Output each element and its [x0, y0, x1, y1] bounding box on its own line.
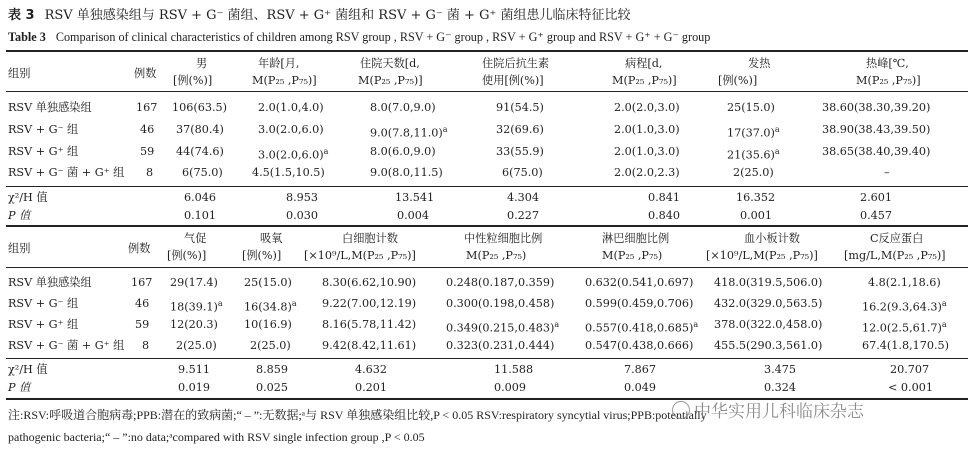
header-wbc: 白细胞计数 — [342, 232, 398, 245]
cell-crp-value: 16.2(9.3,64.3) — [862, 300, 942, 314]
cell-platelet: 418.0(319.5,506.0) — [714, 276, 823, 289]
header-peak-unit: M(P₂₅ ,P₇₅)] — [856, 74, 921, 87]
cell-oxygen: 25(15.0) — [244, 276, 292, 289]
cell-abx: 6(75.0) — [502, 166, 543, 179]
header-crp-unit: [mg/L,M(P₂₅ ,P₇₅)] — [844, 249, 946, 262]
cell-neutrophil: 0.300(0.198,0.458) — [446, 297, 555, 310]
stat-label: χ²/H 值 — [8, 363, 48, 376]
stat-course: 0.841 — [648, 191, 681, 204]
cell-shortness-of-breath: 2(25.0) — [176, 339, 217, 352]
watermark — [672, 397, 864, 422]
stat-peak: 2.601 — [860, 191, 893, 204]
cell-shortness-of-breath: 12(20.3) — [170, 318, 218, 331]
cell-wbc: 8.16(5.78,11.42) — [322, 318, 417, 331]
table-row — [0, 166, 974, 186]
cell-los — [370, 123, 448, 141]
cell-count: 8 — [142, 339, 150, 352]
cell-crp — [862, 318, 947, 336]
table1-top-rule — [6, 50, 968, 52]
table1-header — [0, 57, 974, 91]
table-label-zh: 表 3 — [8, 8, 35, 23]
cell-fever: 2(25.0) — [733, 166, 774, 179]
significance-mark: a — [941, 320, 947, 329]
cell-wbc: 9.42(8.42,11.61) — [322, 339, 417, 352]
header-oxygen: 吸氧 — [260, 232, 283, 245]
table-title-zh: RSV 单独感染组与 RSV + G⁻ 菌组、RSV + G⁺ 菌组和 RSV + G⁻ 菌 + G⁺ 菌组患儿临床特征比较 — [44, 8, 631, 23]
header-age: 年龄[月, — [258, 57, 300, 70]
cell-peak: 38.90(38.43,39.50) — [822, 123, 931, 136]
table2-stat-row — [0, 363, 974, 383]
cell-male: 44(74.6) — [176, 145, 224, 158]
cell-oxygen — [244, 297, 297, 315]
significance-mark: a — [442, 125, 448, 134]
header-lymphocyte-unit: M(P₂₅ ,P₇₅) — [602, 249, 663, 262]
header-shortness-of-breath-unit: [例(%)] — [167, 249, 207, 262]
cell-group: RSV 单独感染组 — [8, 101, 92, 114]
p-oxygen: 0.025 — [256, 381, 289, 394]
p-label: P 值 — [8, 381, 31, 394]
cell-fever: 25(15.0) — [727, 101, 775, 114]
cell-shortness-of-breath: 29(17.4) — [170, 276, 218, 289]
cell-oxygen: 10(16.9) — [244, 318, 292, 331]
significance-mark: a — [217, 299, 223, 308]
table-caption-en — [8, 30, 710, 45]
cell-wbc: 8.30(6.62,10.90) — [322, 276, 417, 289]
cell-los: 8.0(7.0,9.0) — [370, 101, 436, 114]
cell-group: RSV + G⁻ 组 — [8, 123, 79, 136]
header-count: 例数 — [134, 67, 157, 80]
cell-fever — [727, 123, 780, 141]
header-neutrophil: 中性粒细胞比例 — [464, 232, 543, 245]
p-male: 0.101 — [184, 209, 217, 222]
stat-los: 13.541 — [395, 191, 435, 204]
cell-course: 2.0(1.0,3.0) — [614, 123, 680, 136]
cell-abx: 32(69.6) — [496, 123, 544, 136]
header-neutrophil-unit: M(P₂₅ ,P₇₅) — [466, 249, 527, 262]
table1-p-row — [0, 209, 974, 229]
stat-abx: 4.304 — [507, 191, 540, 204]
cell-neutrophil: 0.323(0.231,0.444) — [446, 339, 555, 352]
cell-male: 6(75.0) — [182, 166, 223, 179]
cell-course: 2.0(1.0,3.0) — [614, 145, 680, 158]
cell-neutrophil-value: 0.349(0.215,0.483) — [446, 321, 555, 335]
cell-group: RSV + G⁻ 菌 + G⁺ 组 — [8, 166, 125, 179]
cell-crp — [862, 297, 947, 315]
cell-crp: 67.4(1.8,170.5) — [862, 339, 950, 352]
wechat-icon — [672, 401, 690, 419]
header-male: 男 — [196, 57, 208, 70]
cell-wbc: 9.22(7.00,12.19) — [322, 297, 417, 310]
cell-shortness-of-breath-value: 18(39.1) — [170, 300, 218, 314]
cell-platelet: 455.5(290.3,561.0) — [714, 339, 823, 352]
cell-peak: 38.60(38.30,39.20) — [822, 101, 931, 114]
header-los-unit: M(P₂₅ ,P₇₅)] — [358, 74, 423, 87]
cell-lymphocyte — [585, 318, 698, 336]
cell-count: 167 — [131, 276, 153, 289]
table-row — [0, 318, 974, 338]
header-course: 病程[d, — [625, 57, 663, 70]
significance-mark: a — [291, 299, 297, 308]
table-caption-zh — [8, 4, 630, 23]
cell-neutrophil: 0.248(0.187,0.359) — [446, 276, 555, 289]
footnote-en: pathogenic bacteria;“ – ”:no data;ᵃcompared with RSV single infection group ,P < 0.05 — [8, 430, 425, 444]
cell-count: 8 — [146, 166, 154, 179]
significance-mark: a — [323, 147, 329, 156]
cell-group: RSV + G⁺ 组 — [8, 145, 79, 158]
header-los: 住院天数[d, — [360, 57, 420, 70]
cell-lymphocyte: 0.599(0.459,0.706) — [585, 297, 694, 310]
p-age: 0.030 — [286, 209, 319, 222]
cell-male: 106(63.5) — [172, 101, 227, 114]
cell-abx: 91(54.5) — [496, 101, 544, 114]
table-row — [0, 297, 974, 317]
p-label: P 值 — [8, 209, 31, 222]
header-lymphocyte: 淋巴细胞比例 — [602, 232, 670, 245]
cell-platelet: 378.0(322.0,458.0) — [714, 318, 823, 331]
cell-lymphocyte: 0.632(0.541,0.697) — [585, 276, 694, 289]
cell-age: 2.0(1.0,4.0) — [258, 101, 324, 114]
stat-crp: 20.707 — [890, 363, 930, 376]
stat-fever: 16.352 — [736, 191, 776, 204]
cell-age — [258, 145, 328, 163]
header-crp: C反应蛋白 — [870, 232, 924, 245]
header-age-unit: M(P₂₅ ,P₇₅)] — [252, 74, 317, 87]
p-wbc: 0.201 — [355, 381, 388, 394]
table-row — [0, 276, 974, 296]
table-row — [0, 101, 974, 121]
table-row — [0, 145, 974, 165]
cell-fever-value: 21(35.6) — [727, 148, 775, 162]
cell-group: RSV + G⁻ 菌 + G⁺ 组 — [8, 339, 125, 352]
cell-oxygen-value: 16(34.8) — [244, 300, 292, 314]
cell-count: 46 — [135, 297, 150, 310]
header-wbc-unit: [×10⁹/L,M(P₂₅ ,P₇₅)] — [304, 249, 416, 262]
stat-lymphocyte: 7.867 — [624, 363, 657, 376]
table2-header-rule — [6, 267, 968, 268]
cell-abx: 33(55.9) — [496, 145, 544, 158]
cell-lymphocyte-value: 0.557(0.418,0.685) — [585, 321, 694, 335]
table-row — [0, 339, 974, 359]
cell-group: RSV + G⁺ 组 — [8, 318, 79, 331]
cell-count: 59 — [135, 318, 150, 331]
table2-header — [0, 232, 974, 266]
cell-age: 4.5(1.5,10.5) — [252, 166, 325, 179]
significance-mark: a — [774, 147, 780, 156]
header-platelet-unit: [×10⁹/L,M(P₂₅ ,P₇₅)] — [706, 249, 818, 262]
cell-course: 2.0(2.0,2.3) — [614, 166, 680, 179]
cell-group: RSV + G⁻ 组 — [8, 297, 79, 310]
header-fever: 发热 — [748, 57, 771, 70]
table1-stat-row — [0, 191, 974, 211]
cell-neutrophil — [446, 318, 559, 336]
header-oxygen-unit: [例(%)] — [242, 249, 282, 262]
header-platelet: 血小板计数 — [744, 232, 800, 245]
table1-header-rule — [6, 91, 968, 92]
p-abx: 0.227 — [507, 209, 540, 222]
footnote-zh: 注:RSV:呼吸道合胞病毒;PPB:潜在的致病菌;“ – ”:无数据;ᵃ与 RSV 单独感染组比较,P < 0.05 RSV:respiratory syncytial virus;PPB:potentially — [8, 408, 707, 422]
stat-age: 8.953 — [286, 191, 319, 204]
header-male-unit: [例(%)] — [173, 74, 213, 87]
p-lymphocyte: 0.049 — [624, 381, 657, 394]
p-peak: 0.457 — [860, 209, 893, 222]
stat-neutrophil: 11.588 — [494, 363, 534, 376]
stat-wbc: 4.632 — [355, 363, 388, 376]
cell-los-value: 9.0(7.8,11.0) — [370, 126, 443, 140]
table-title-en: Comparison of clinical characteristics of children among RSV group , RSV + G⁻ group , RSV + G⁺ group and RSV + G⁺ + G⁻ group — [55, 30, 711, 44]
header-abx: 住院后抗生素 — [482, 57, 550, 70]
significance-mark: a — [941, 299, 947, 308]
header-count: 例数 — [128, 242, 151, 255]
stat-label: χ²/H 值 — [8, 191, 48, 204]
p-crp: < 0.001 — [888, 381, 933, 394]
header-fever-unit: [例(%)] — [718, 74, 758, 87]
table-label-en: Table 3 — [8, 30, 46, 44]
stat-shortness-of-breath: 9.511 — [178, 363, 211, 376]
cell-shortness-of-breath — [170, 297, 223, 315]
p-course: 0.840 — [648, 209, 681, 222]
significance-mark: a — [774, 125, 780, 134]
cell-crp: 4.8(2.1,18.6) — [868, 276, 941, 289]
cell-count: 59 — [140, 145, 155, 158]
cell-fever — [727, 145, 780, 163]
header-group: 组别 — [8, 242, 31, 255]
p-los: 0.004 — [397, 209, 430, 222]
significance-mark: a — [554, 320, 560, 329]
table1-stat-rule — [6, 186, 968, 187]
cell-age: 3.0(2.0,6.0) — [258, 123, 324, 136]
cell-age-value: 3.0(2.0,6.0) — [258, 148, 324, 162]
cell-peak: 38.65(38.40,39.40) — [822, 145, 931, 158]
cell-crp-value: 12.0(2.5,61.7) — [862, 321, 942, 335]
cell-los: 8.0(6.0,9.0) — [370, 145, 436, 158]
cell-oxygen: 2(25.0) — [250, 339, 291, 352]
header-course-unit: M(P₂₅ ,P₇₅)] — [612, 74, 677, 87]
p-fever: 0.001 — [740, 209, 773, 222]
cell-count: 167 — [136, 101, 158, 114]
cell-group: RSV 单独感染组 — [8, 276, 92, 289]
stat-oxygen: 8.859 — [256, 363, 289, 376]
significance-mark: a — [693, 320, 699, 329]
cell-count: 46 — [140, 123, 155, 136]
cell-fever-value: 17(37.0) — [727, 126, 775, 140]
p-shortness-of-breath: 0.019 — [178, 381, 211, 394]
cell-peak: – — [884, 166, 890, 179]
stat-platelet: 3.475 — [764, 363, 797, 376]
header-group: 组别 — [8, 67, 31, 80]
header-peak: 热峰[℃, — [866, 57, 909, 70]
stat-male: 6.046 — [184, 191, 217, 204]
cell-course: 2.0(2.0,3.0) — [614, 101, 680, 114]
header-abx-unit: 使用[例(%)] — [482, 74, 544, 87]
cell-male: 37(80.4) — [176, 123, 224, 136]
cell-platelet: 432.0(329.0,563.5) — [714, 297, 823, 310]
p-neutrophil: 0.009 — [494, 381, 527, 394]
cell-lymphocyte: 0.547(0.438,0.666) — [585, 339, 694, 352]
table-row — [0, 123, 974, 143]
p-platelet: 0.324 — [764, 381, 797, 394]
cell-los: 9.0(8.0,11.5) — [370, 166, 443, 179]
watermark-text: 中华实用儿科临床杂志 — [694, 402, 864, 422]
header-shortness-of-breath: 气促 — [184, 232, 207, 245]
